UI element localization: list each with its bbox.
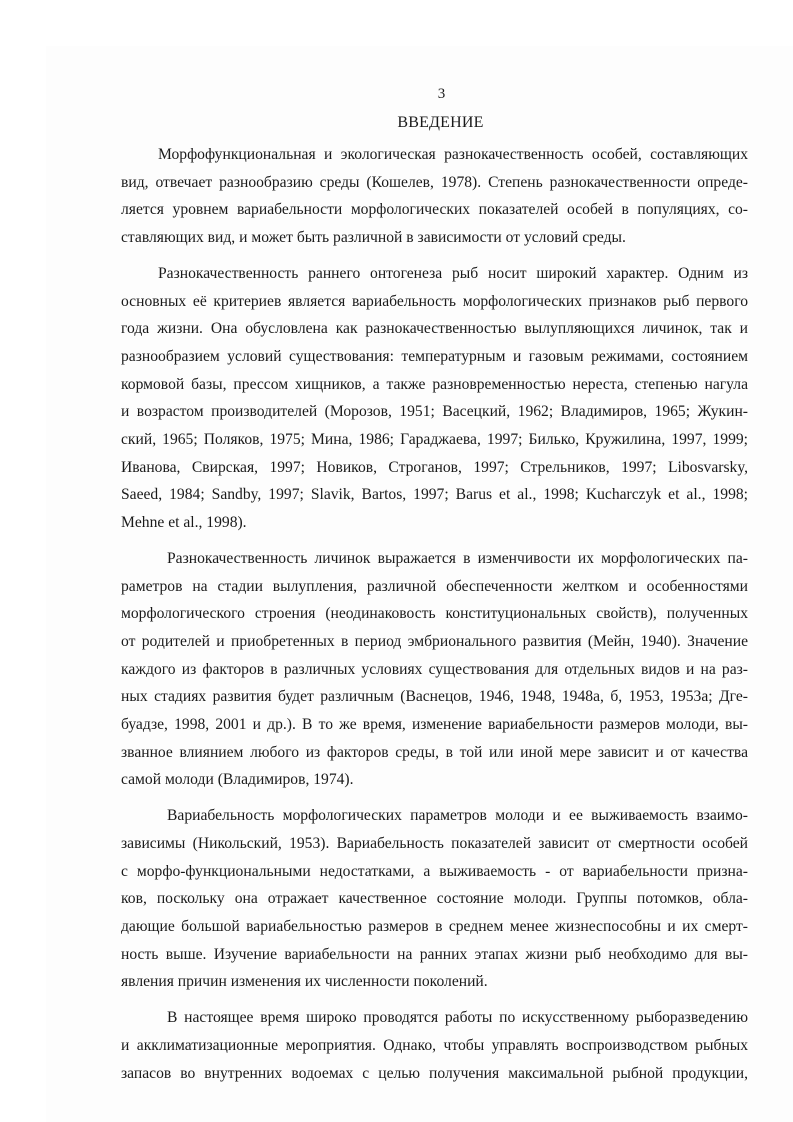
text-line: и акклиматизационные мероприятия. Однако, чтобы управлять воспроизводством рыбных (121, 1036, 748, 1054)
text-line: В настоящее время широко проводятся работы по искусственному рыборазведению (167, 1009, 748, 1027)
text-line: разнообразием условий существования: температурным и газовым режимами, состоянием (121, 347, 748, 365)
text-line: Морфофункциональная и экологическая разнокачественность особей, составляющих (158, 146, 748, 163)
text-line: Разнокачественность раннего онтогенеза рыб носит широкий характер. Одним из (158, 264, 748, 282)
paragraph-3 (121, 545, 748, 794)
paragraph-1 (121, 141, 748, 252)
text-line: с морфо-функциональными недостатками, а выживаемость - от вариабельности призна- (121, 862, 748, 880)
text-line: явления причин изменения их численности поколений. (121, 973, 488, 991)
text-line: дающие большой вариабельностью размеров в среднем менее жизнеспособны и их смерт- (121, 917, 748, 935)
text-line: вид, отвечает разнообразию среды (Кошелев, 1978). Степень разнокачественности опреде- (121, 173, 748, 191)
text-line: кормовой базы, прессом хищников, а также разновременностью нереста, степенью нагула (121, 375, 748, 393)
text-line: самой молоди (Владимиров, 1974). (121, 771, 354, 789)
page-number: 3 (437, 86, 446, 102)
text-line: ность выше. Изучение вариабельности на ранних этапах жизни рыб необходимо для вы- (121, 945, 748, 963)
text-line: ляется уровнем вариабельности морфологических показателей особей в популяциях, со- (121, 201, 748, 219)
text-line: ных стадиях развития будет различным (Васнецов, 1946, 1948, 1948а, б, 1953, 1953а; Дге- (121, 688, 748, 706)
section-heading: ВВЕДЕНИЕ (397, 114, 484, 131)
text-line: буадзе, 1998, 2001 и др.). В то же время, изменение вариабельности размеров молоди, вы- (121, 716, 748, 734)
text-line: Mehne et al., 1998). (121, 514, 247, 532)
text-line: от родителей и приобретенных в период эмбрионального развития (Мейн, 1940). Значение (121, 632, 748, 650)
text-line: раметров на стадии вылупления, различной обеспеченности желтком и особенностями (121, 577, 748, 595)
text-line: и возрастом производителей (Морозов, 1951; Васецкий, 1962; Владимиров, 1965; Жукин- (121, 403, 748, 421)
paragraph-4 (121, 802, 748, 996)
text-line: ков, поскольку она отражает качественное состояние молоди. Группы потомков, обла- (121, 890, 748, 908)
text-line: запасов во внутренних водоемах с целью получения максимальной рыбной продукции, (121, 1064, 748, 1082)
text-line: Saeed, 1984; Sandby, 1997; Slavik, Bartos, 1997; Barus et al., 1998; Kucharczyk et al., 1998; (121, 486, 748, 504)
text-line: зависимы (Никольский, 1953). Вариабельность показателей зависит от смертности особей (121, 834, 748, 852)
text-line: званное влиянием любого из факторов среды, в той или иной мере зависит и от качества (121, 743, 748, 761)
text-line: ский, 1965; Поляков, 1975; Мина, 1986; Гараджаева, 1997; Билько, Кружилина, 1997, 1999; (121, 431, 748, 449)
paragraph-2 (121, 260, 748, 537)
text-line: ставляющих вид, и может быть различной в зависимости от условий среды. (121, 229, 626, 247)
text-line: Разнокачественность личинок выражается в изменчивости их морфологических па- (167, 549, 748, 567)
text-line: Вариабельность морфологических параметров молоди и ее выживаемость взаимо- (167, 807, 748, 825)
text-line: Иванова, Свирская, 1997; Новиков, Строганов, 1997; Стрельников, 1997; Libosvarsky, (121, 458, 748, 476)
text-line: каждого из факторов в различных условиях существования для отдельных видов и на раз- (121, 660, 748, 678)
document-page (121, 84, 748, 1087)
text-line: года жизни. Она обусловлена как разнокачественностью вылупляющихся личинок, так и (121, 320, 748, 338)
paragraph-5 (121, 1004, 748, 1087)
text-line: морфологического строения (неодинаковость конституциональных свойств), полученных (121, 605, 748, 623)
text-line: основных её критериев является вариабельность морфологических признаков рыб первого (121, 292, 748, 310)
